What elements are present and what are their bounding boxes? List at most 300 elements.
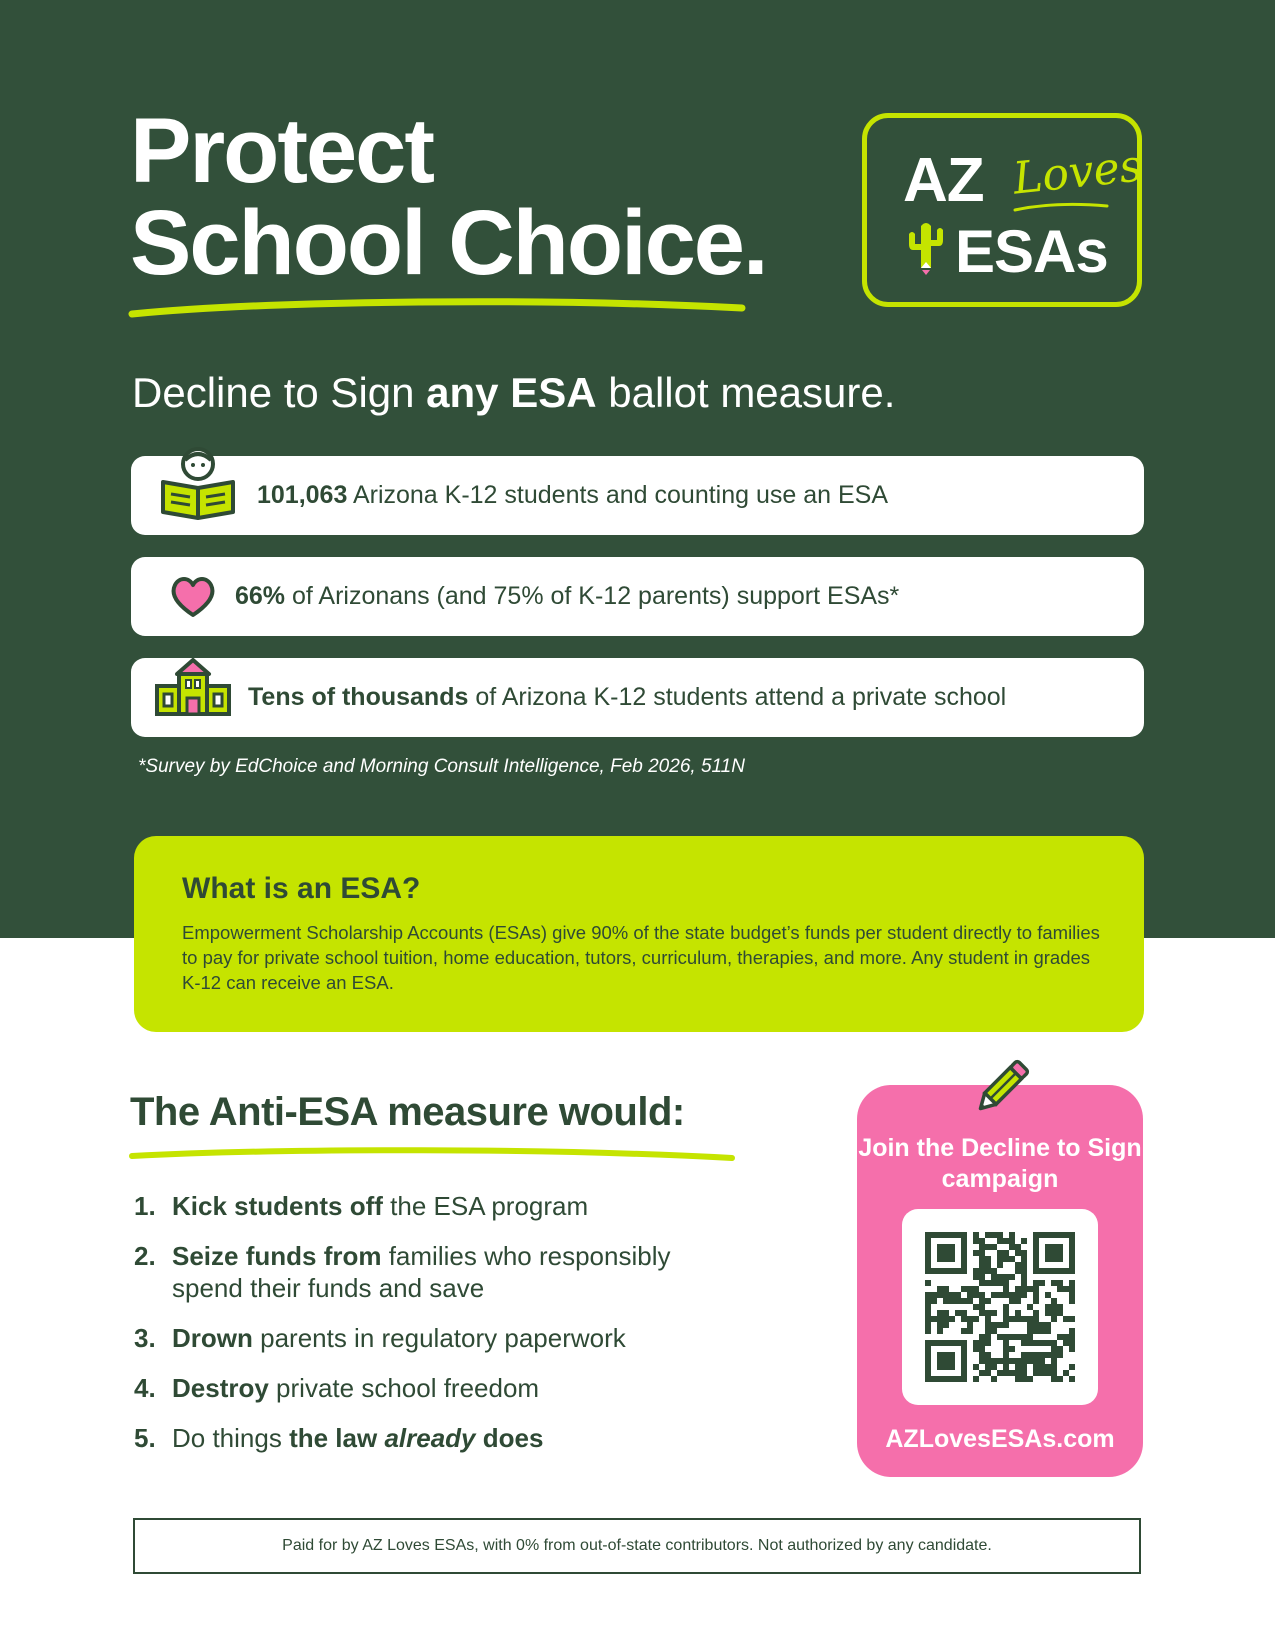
list-number: 4. — [134, 1373, 156, 1403]
qr-module — [1069, 1334, 1075, 1340]
list-text-rest: the ESA program — [382, 1191, 589, 1221]
qr-module — [991, 1322, 997, 1328]
logo-loves-text: Loves — [1010, 140, 1145, 205]
qr-module — [1063, 1370, 1069, 1376]
qr-module — [997, 1256, 1003, 1262]
qr-module — [1021, 1238, 1027, 1244]
qr-module — [1051, 1304, 1057, 1310]
qr-module — [973, 1346, 979, 1352]
stat-rest-private-school: of Arizona K-12 students attend a private school — [468, 683, 1007, 711]
qr-module — [1009, 1256, 1015, 1262]
campaign-url[interactable]: AZLovesESAs.com — [885, 1425, 1115, 1453]
qr-module — [1021, 1376, 1027, 1382]
qr-module — [961, 1328, 967, 1334]
qr-module — [1015, 1370, 1021, 1376]
qr-module — [1027, 1286, 1033, 1292]
campaign-card — [857, 1085, 1143, 1477]
qr-finder-core — [937, 1352, 955, 1370]
qr-module — [997, 1250, 1003, 1256]
qr-module — [985, 1232, 991, 1238]
qr-module — [1039, 1280, 1045, 1286]
qr-module — [1015, 1364, 1021, 1370]
qr-module — [979, 1358, 985, 1364]
logo-esas-text: ESAs — [955, 218, 1108, 285]
qr-module — [1033, 1316, 1039, 1322]
qr-module — [1051, 1352, 1057, 1358]
qr-module — [1069, 1364, 1075, 1370]
qr-module — [1069, 1328, 1075, 1334]
qr-module — [997, 1370, 1003, 1376]
qr-module — [1051, 1358, 1057, 1364]
qr-module — [1063, 1334, 1069, 1340]
qr-module — [979, 1262, 985, 1268]
qr-module — [1039, 1340, 1045, 1346]
qr-module — [1009, 1274, 1015, 1280]
qr-module — [943, 1310, 949, 1316]
qr-module — [1033, 1328, 1039, 1334]
qr-module — [979, 1340, 985, 1346]
qr-module — [1027, 1340, 1033, 1346]
qr-module — [1009, 1346, 1015, 1352]
qr-module — [1069, 1316, 1075, 1322]
qr-module — [1051, 1298, 1057, 1304]
qr-module — [979, 1334, 985, 1340]
qr-module — [1021, 1358, 1027, 1364]
qr-module — [1021, 1274, 1027, 1280]
qr-module — [1003, 1286, 1009, 1292]
qr-finder-core — [1045, 1244, 1063, 1262]
qr-module — [985, 1316, 991, 1322]
qr-code-box[interactable] — [902, 1209, 1098, 1405]
list-text-bold: Drown — [172, 1323, 253, 1353]
qr-module — [1033, 1358, 1039, 1364]
qr-module — [1033, 1322, 1039, 1328]
qr-module — [1051, 1364, 1057, 1370]
stat-bold-support: 66% — [235, 582, 286, 610]
qr-module — [973, 1238, 979, 1244]
list-text-rest: private school freedom — [268, 1373, 540, 1403]
qr-module — [1021, 1268, 1027, 1274]
qr-module — [937, 1310, 943, 1316]
qr-module — [979, 1298, 985, 1304]
qr-module — [1045, 1292, 1051, 1298]
stat-rest-support: of Arizonans (and 75% of K-12 parents) support ESAs* — [285, 582, 900, 610]
qr-module — [1021, 1256, 1027, 1262]
qr-module — [925, 1322, 931, 1328]
qr-module — [1033, 1280, 1039, 1286]
qr-module — [1003, 1304, 1009, 1310]
qr-module — [1069, 1340, 1075, 1346]
list-text-bold: Destroy — [172, 1373, 269, 1403]
qr-module — [1015, 1286, 1021, 1292]
qr-module — [1069, 1346, 1075, 1352]
qr-module — [1033, 1370, 1039, 1376]
list-text-bold: Seize funds from — [172, 1241, 382, 1271]
list-text — [172, 1372, 732, 1404]
qr-module — [985, 1334, 991, 1340]
survey-footnote: *Survey by EdChoice and Morning Consult Intelligence, Feb 2026, 511N — [138, 756, 745, 777]
qr-module — [943, 1316, 949, 1322]
qr-module — [991, 1280, 997, 1286]
qr-module — [991, 1292, 997, 1298]
qr-module — [1009, 1244, 1015, 1250]
qr-module — [979, 1238, 985, 1244]
qr-module — [925, 1304, 931, 1310]
qr-module — [1015, 1358, 1021, 1364]
qr-module — [1027, 1376, 1033, 1382]
qr-module — [997, 1292, 1003, 1298]
qr-module — [1057, 1346, 1063, 1352]
qr-module — [1009, 1316, 1015, 1322]
qr-module — [973, 1286, 979, 1292]
qr-module — [997, 1238, 1003, 1244]
qr-module — [1045, 1352, 1051, 1358]
qr-module — [1015, 1334, 1021, 1340]
qr-module — [1009, 1298, 1015, 1304]
qr-module — [1045, 1340, 1051, 1346]
list-text — [172, 1190, 732, 1222]
qr-module — [943, 1292, 949, 1298]
anti-esa-title: The Anti-ESA measure would: — [130, 1090, 685, 1134]
qr-module — [997, 1262, 1003, 1268]
qr-module — [1003, 1274, 1009, 1280]
list-text-bold-italic: already — [384, 1423, 476, 1453]
qr-module — [967, 1322, 973, 1328]
qr-module — [979, 1256, 985, 1262]
qr-module — [943, 1286, 949, 1292]
qr-module — [973, 1232, 979, 1238]
qr-module — [1057, 1286, 1063, 1292]
qr-module — [1003, 1250, 1009, 1256]
qr-module — [1021, 1262, 1027, 1268]
qr-module — [931, 1292, 937, 1298]
qr-module — [1033, 1364, 1039, 1370]
qr-module — [1003, 1316, 1009, 1322]
qr-module — [1015, 1250, 1021, 1256]
qr-module — [1003, 1352, 1009, 1358]
qr-module — [985, 1352, 991, 1358]
qr-module — [979, 1274, 985, 1280]
list-text — [172, 1422, 732, 1454]
qr-module — [979, 1352, 985, 1358]
qr-module — [1045, 1328, 1051, 1334]
qr-module — [955, 1298, 961, 1304]
qr-module — [979, 1304, 985, 1310]
qr-module — [1057, 1352, 1063, 1358]
qr-module — [991, 1310, 997, 1316]
list-number: 1. — [134, 1191, 156, 1221]
qr-module — [967, 1298, 973, 1304]
qr-module — [979, 1250, 985, 1256]
qr-module — [1045, 1322, 1051, 1328]
qr-module — [937, 1322, 943, 1328]
qr-module — [967, 1316, 973, 1322]
qr-module — [1003, 1340, 1009, 1346]
qr-module — [1069, 1376, 1075, 1382]
qr-module — [1003, 1370, 1009, 1376]
list-text-bold: Kick students off — [172, 1191, 383, 1221]
qr-module — [1015, 1310, 1021, 1316]
qr-module — [949, 1316, 955, 1322]
list-text — [172, 1240, 732, 1304]
qr-module — [925, 1316, 931, 1322]
qr-module — [961, 1310, 967, 1316]
qr-module — [1015, 1298, 1021, 1304]
list-text — [172, 1322, 732, 1354]
qr-module — [1021, 1250, 1027, 1256]
qr-module — [1015, 1376, 1021, 1382]
qr-module — [1051, 1340, 1057, 1346]
qr-module — [991, 1274, 997, 1280]
qr-module — [1033, 1310, 1039, 1316]
stat-text-students — [257, 456, 888, 535]
stat-bold-students: 101,063 — [257, 481, 348, 509]
qr-module — [1021, 1334, 1027, 1340]
qr-module — [1045, 1370, 1051, 1376]
qr-module — [973, 1304, 979, 1310]
list-text-rest: parents in regulatory paperwork — [252, 1323, 626, 1353]
qr-module — [991, 1232, 997, 1238]
qr-code[interactable] — [925, 1232, 1075, 1382]
qr-module — [1033, 1286, 1039, 1292]
stat-card-private-school — [131, 658, 1144, 737]
qr-module — [1027, 1328, 1033, 1334]
list-text-bold: the law — [289, 1423, 385, 1453]
qr-module — [997, 1334, 1003, 1340]
pencil-icon — [966, 1053, 1036, 1123]
qr-module — [991, 1244, 997, 1250]
qr-module — [1021, 1316, 1027, 1322]
qr-module — [973, 1292, 979, 1298]
qr-module — [925, 1310, 931, 1316]
qr-module — [997, 1274, 1003, 1280]
qr-module — [1003, 1292, 1009, 1298]
headline — [130, 100, 767, 294]
qr-module — [973, 1376, 979, 1382]
qr-module — [1033, 1298, 1039, 1304]
qr-module — [1057, 1310, 1063, 1316]
qr-module — [931, 1316, 937, 1322]
qr-module — [1051, 1280, 1057, 1286]
qr-module — [991, 1376, 997, 1382]
qr-module — [1021, 1286, 1027, 1292]
qr-module — [1015, 1244, 1021, 1250]
qr-module — [1027, 1322, 1033, 1328]
qr-module — [985, 1364, 991, 1370]
qr-module — [973, 1274, 979, 1280]
qr-module — [1057, 1280, 1063, 1286]
qr-module — [925, 1280, 931, 1286]
qr-module — [1051, 1310, 1057, 1316]
qr-module — [1015, 1292, 1021, 1298]
qr-module — [1009, 1358, 1015, 1364]
what-is-esa-title: What is an ESA? — [182, 872, 421, 905]
qr-module — [1021, 1364, 1027, 1370]
qr-module — [1027, 1316, 1033, 1322]
qr-module — [1039, 1358, 1045, 1364]
subhead-text-end: ballot measure. — [596, 369, 896, 416]
qr-module — [1015, 1316, 1021, 1322]
qr-module — [1039, 1322, 1045, 1328]
qr-module — [985, 1340, 991, 1346]
stat-card-support — [131, 557, 1144, 636]
qr-module — [1009, 1292, 1015, 1298]
qr-module — [1039, 1370, 1045, 1376]
qr-module — [1003, 1364, 1009, 1370]
qr-module — [985, 1280, 991, 1286]
qr-module — [985, 1322, 991, 1328]
headline-line-2: School Choice. — [130, 192, 767, 294]
qr-module — [973, 1364, 979, 1370]
qr-module — [943, 1298, 949, 1304]
qr-module — [937, 1316, 943, 1322]
qr-module — [991, 1358, 997, 1364]
stat-rest-students: Arizona K-12 students and counting use an ESA — [347, 481, 889, 509]
qr-module — [979, 1370, 985, 1376]
stat-card-students — [131, 456, 1144, 535]
qr-module — [985, 1256, 991, 1262]
qr-module — [997, 1358, 1003, 1364]
qr-module — [979, 1292, 985, 1298]
logo-az-text: AZ — [903, 146, 984, 215]
qr-module — [1033, 1292, 1039, 1298]
qr-module — [931, 1298, 937, 1304]
qr-module — [961, 1286, 967, 1292]
qr-module — [1045, 1310, 1051, 1316]
subhead-text-bold: any ESA — [426, 369, 597, 416]
what-is-esa-box — [134, 836, 1144, 1032]
qr-module — [985, 1298, 991, 1304]
qr-module — [1033, 1352, 1039, 1358]
what-is-esa-body: Empowerment Scholarship Accounts (ESAs) give 90% of the state budget’s funds per student directly to families to pay for private school tuition, home education, tutors, curriculum, therapies, and more. Any student in grades K-12 can receive an ESA. — [182, 922, 1100, 993]
qr-module — [979, 1268, 985, 1274]
subhead-text-start: Decline to Sign — [132, 369, 427, 416]
qr-module — [1021, 1352, 1027, 1358]
qr-module — [973, 1250, 979, 1256]
qr-module — [1033, 1340, 1039, 1346]
qr-module — [937, 1292, 943, 1298]
qr-module — [937, 1286, 943, 1292]
qr-module — [979, 1244, 985, 1250]
qr-module — [1021, 1370, 1027, 1376]
az-loves-esas-logo — [862, 113, 1145, 307]
qr-module — [949, 1292, 955, 1298]
qr-module — [955, 1292, 961, 1298]
qr-module — [985, 1358, 991, 1364]
qr-module — [985, 1328, 991, 1334]
list-number: 3. — [134, 1323, 156, 1353]
qr-module — [943, 1322, 949, 1328]
paid-for-disclaimer: Paid for by AZ Loves ESAs, with 0% from out-of-state contributors. Not authorized by any candidate. — [133, 1518, 1141, 1574]
qr-module — [1015, 1268, 1021, 1274]
qr-module — [1063, 1316, 1069, 1322]
qr-module — [925, 1328, 931, 1334]
logo-loves-underline — [1013, 200, 1109, 214]
qr-module — [997, 1280, 1003, 1286]
heart-icon — [169, 575, 217, 619]
qr-module — [1027, 1352, 1033, 1358]
qr-module — [1003, 1238, 1009, 1244]
qr-module — [997, 1322, 1003, 1328]
campaign-title: Join the Decline to Sign campaign — [858, 1134, 1142, 1193]
qr-module — [1003, 1334, 1009, 1340]
qr-module — [1051, 1370, 1057, 1376]
qr-module — [1021, 1340, 1027, 1346]
qr-module — [1051, 1346, 1057, 1352]
qr-module — [1039, 1352, 1045, 1358]
qr-finder-core — [937, 1244, 955, 1262]
qr-module — [1021, 1292, 1027, 1298]
qr-module — [1039, 1364, 1045, 1370]
qr-module — [955, 1310, 961, 1316]
schoolhouse-icon — [153, 656, 233, 718]
qr-module — [925, 1298, 931, 1304]
list-text-bold-end: does — [475, 1423, 544, 1453]
qr-module — [961, 1298, 967, 1304]
stat-text-private-school — [248, 658, 1006, 737]
qr-module — [1009, 1238, 1015, 1244]
subhead — [132, 368, 895, 418]
list-number: 5. — [134, 1423, 156, 1453]
qr-module — [1039, 1328, 1045, 1334]
qr-module — [1045, 1304, 1051, 1310]
qr-module — [1003, 1322, 1009, 1328]
qr-module — [1063, 1286, 1069, 1292]
qr-module — [991, 1328, 997, 1334]
qr-module — [967, 1286, 973, 1292]
qr-module — [1051, 1376, 1057, 1382]
qr-module — [1021, 1280, 1027, 1286]
qr-module — [1003, 1310, 1009, 1316]
list-number: 2. — [134, 1241, 156, 1271]
qr-module — [967, 1292, 973, 1298]
qr-module — [1003, 1280, 1009, 1286]
headline-line-1: Protect — [130, 100, 433, 202]
qr-module — [961, 1316, 967, 1322]
qr-module — [937, 1328, 943, 1334]
qr-module — [949, 1298, 955, 1304]
qr-module — [1003, 1346, 1009, 1352]
qr-module — [979, 1280, 985, 1286]
qr-module — [1057, 1304, 1063, 1310]
qr-module — [1009, 1370, 1015, 1376]
qr-module — [991, 1268, 997, 1274]
qr-module — [985, 1370, 991, 1376]
qr-module — [1027, 1334, 1033, 1340]
qr-module — [1063, 1340, 1069, 1346]
reading-child-icon — [157, 446, 239, 520]
qr-module — [925, 1292, 931, 1298]
qr-module — [967, 1328, 973, 1334]
qr-module — [1057, 1376, 1063, 1382]
qr-module — [1069, 1292, 1075, 1298]
qr-module — [1057, 1334, 1063, 1340]
qr-module — [1069, 1286, 1075, 1292]
qr-module — [985, 1244, 991, 1250]
list-text-rest: families who responsibly spend their funds and save — [172, 1241, 671, 1303]
qr-module — [1027, 1358, 1033, 1364]
qr-module — [1009, 1334, 1015, 1340]
qr-module — [1015, 1262, 1021, 1268]
qr-module — [1069, 1280, 1075, 1286]
qr-module — [991, 1364, 997, 1370]
cactus-icon — [905, 218, 947, 276]
qr-module — [1003, 1256, 1009, 1262]
qr-module — [1003, 1358, 1009, 1364]
qr-module — [985, 1268, 991, 1274]
qr-module — [1069, 1298, 1075, 1304]
qr-module — [1051, 1316, 1057, 1322]
